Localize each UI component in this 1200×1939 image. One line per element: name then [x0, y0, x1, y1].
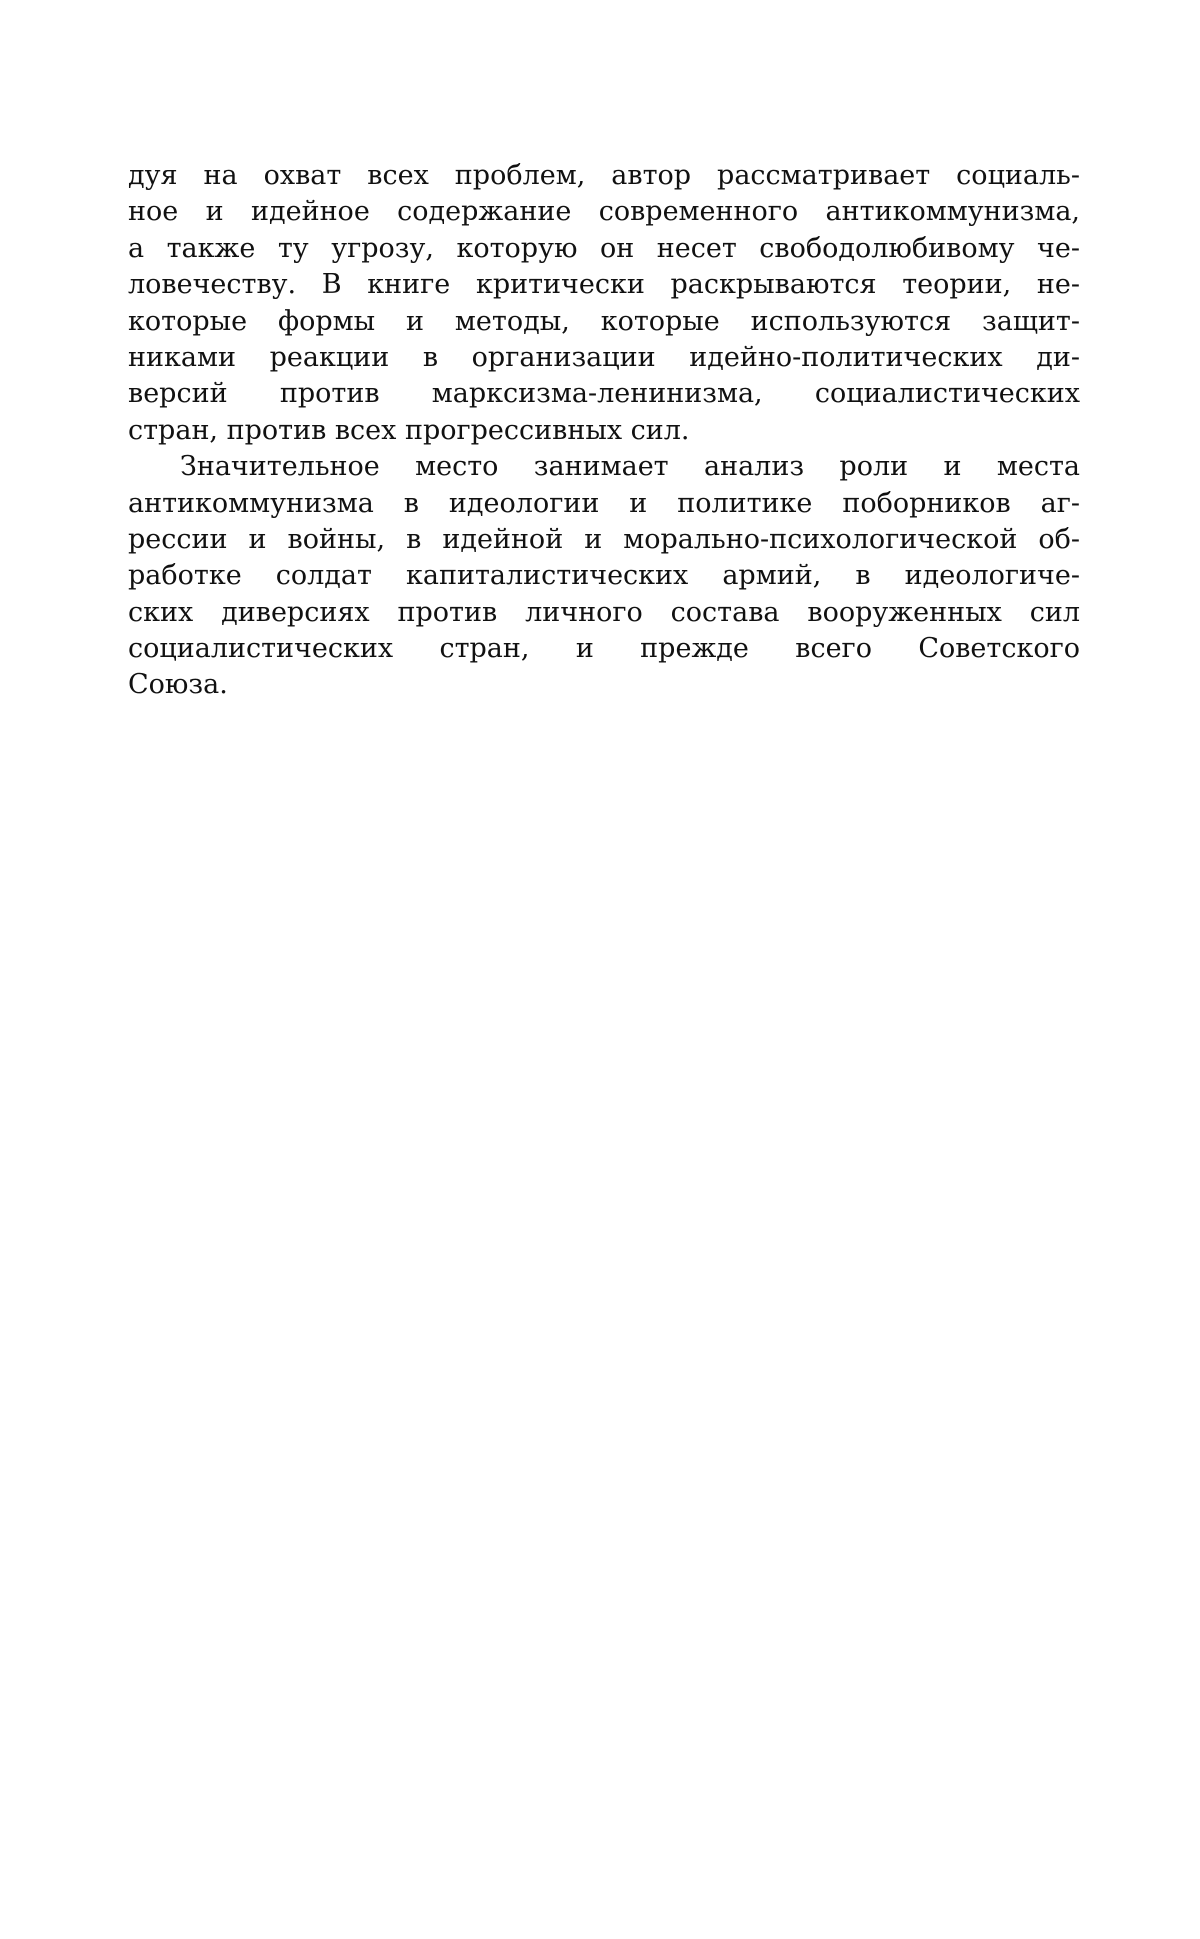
text-line: ное и идейное содержание современного антикоммунизма, — [128, 196, 1080, 228]
text-line: версий против марксизма-ленинизма, социалистических — [128, 378, 1080, 410]
text-line: рессии и войны, в идейной и морально-психологической об- — [128, 523, 1080, 555]
body-text — [128, 158, 1080, 704]
text-line: Союза. — [128, 669, 228, 701]
paragraph-2 — [128, 449, 1080, 704]
text-line: антикоммунизма в идеологии и политике поборников аг- — [128, 487, 1080, 519]
text-line: социалистических стран, и прежде всего Советского — [128, 633, 1080, 665]
text-line: Значительное место занимает анализ роли и места — [180, 451, 1080, 483]
text-line: работке солдат капиталистических армий, в идеологиче- — [128, 560, 1080, 592]
text-line: стран, против всех прогрессивных сил. — [128, 414, 690, 446]
text-line: а также ту угрозу, которую он несет свободолюбивому че- — [128, 232, 1080, 264]
text-line: ловечеству. В книге критически раскрываются теории, не- — [128, 269, 1080, 301]
text-line: никами реакции в организации идейно-политических ди- — [128, 341, 1080, 373]
text-line: которые формы и методы, которые используются защит- — [128, 305, 1080, 337]
text-line: дуя на охват всех проблем, автор рассматривает социаль- — [128, 160, 1080, 191]
text-line: ских диверсиях против личного состава вооруженных сил — [128, 596, 1080, 628]
paragraph-1 — [128, 158, 1080, 449]
